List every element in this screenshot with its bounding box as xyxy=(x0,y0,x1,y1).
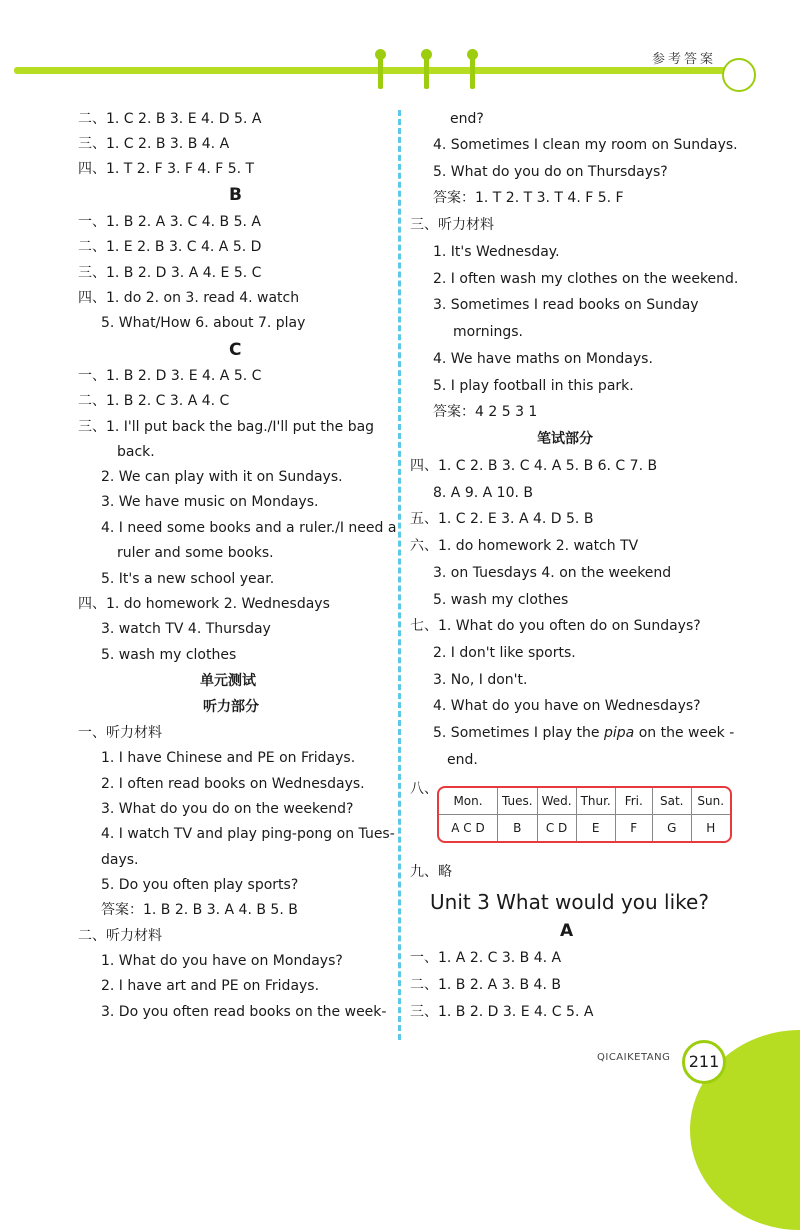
answer-text: on the week - xyxy=(638,725,735,741)
answer-line: 5. What do you do on Thursdays? xyxy=(433,164,668,180)
binder-peg xyxy=(470,55,475,89)
weekday-answer-table xyxy=(437,786,732,843)
mascot-icon xyxy=(722,58,756,92)
section-letter: C xyxy=(229,340,242,360)
answer-line: 七、1. What do you often do on Sundays? xyxy=(410,618,701,634)
header-label: 参考答案 xyxy=(652,52,717,67)
answer-line: 三、1. C 2. B 3. B 4. A xyxy=(78,136,230,152)
answer-line: 8. A 9. A 10. B xyxy=(433,485,533,501)
answer-line: 3. Do you often read books on the week- xyxy=(101,1004,387,1020)
table-header-cell: Fri. xyxy=(616,788,653,815)
section-heading: 单元测试 xyxy=(200,673,256,689)
table-answer-cell: G xyxy=(653,815,692,841)
answer-line: 答案：4 2 5 3 1 xyxy=(433,404,538,420)
table-answer-cell: C D xyxy=(538,815,577,841)
answer-line: 三、1. B 2. D 3. A 4. E 5. C xyxy=(78,265,262,281)
answer-line: 5. I play football in this park. xyxy=(433,378,634,394)
table-header-row xyxy=(439,788,730,815)
answer-line: 4. I need some books and a ruler./I need a xyxy=(101,520,397,536)
answer-line: 2. I have art and PE on Fridays. xyxy=(101,978,320,994)
answer-line: 2. I don't like sports. xyxy=(433,645,576,661)
answer-line: 一、1. A 2. C 3. B 4. A xyxy=(410,950,562,966)
section-subheading: 笔试部分 xyxy=(537,431,593,447)
table-answer-cell: H xyxy=(706,821,716,835)
answer-line: 1. What do you have on Mondays? xyxy=(101,953,343,969)
table-header-cell: Tues. xyxy=(498,788,538,815)
answer-line: end? xyxy=(450,111,484,127)
answer-line: 4. I watch TV and play ping-pong on Tues- xyxy=(101,826,395,842)
page-number: 211 xyxy=(682,1040,726,1084)
answer-line: 3. No, I don't. xyxy=(433,672,528,688)
answer-line: 二、1. E 2. B 3. C 4. A 5. D xyxy=(78,239,262,255)
answer-line: 一、1. B 2. D 3. E 4. A 5. C xyxy=(78,368,262,384)
answer-line: 八、 xyxy=(410,781,438,797)
table-answer-cell: A C D xyxy=(439,815,498,841)
answer-line: 4. What do you have on Wednesdays? xyxy=(433,698,701,714)
answer-line: 5. It's a new school year. xyxy=(101,571,275,587)
table-header-cell: Mon. xyxy=(439,788,498,815)
answer-line: 3. We have music on Mondays. xyxy=(101,494,319,510)
answer-line: 二、1. B 2. A 3. B 4. B xyxy=(410,977,561,993)
answer-line: 五、1. C 2. E 3. A 4. D 5. B xyxy=(410,511,594,527)
answer-line: 六、1. do homework 2. watch TV xyxy=(410,538,639,554)
answer-line: 三、1. B 2. D 3. E 4. C 5. A xyxy=(410,1004,594,1020)
table-answer-cell: F xyxy=(616,815,653,841)
answer-line: 答案：1. T 2. T 3. T 4. F 5. F xyxy=(433,190,624,206)
answer-line: 一、1. B 2. A 3. C 4. B 5. A xyxy=(78,214,261,230)
answer-line: 5. wash my clothes xyxy=(101,647,237,663)
answer-line: 四、1. T 2. F 3. F 4. F 5. T xyxy=(78,161,255,177)
answer-line: 5. What/How 6. about 7. play xyxy=(101,315,306,331)
table-answer-cell: B xyxy=(498,815,538,841)
answer-line: days. xyxy=(101,852,139,868)
answer-line: 二、听力材料 xyxy=(78,928,162,944)
answer-line: 四、1. do homework 2. Wednesdays xyxy=(78,596,330,612)
answer-line: 3. What do you do on the weekend? xyxy=(101,801,354,817)
table-answer-row xyxy=(439,815,730,841)
table-header-cell: Thur. xyxy=(577,788,616,815)
binder-peg xyxy=(378,55,383,89)
footer-brand: QICAIKETANG xyxy=(597,1052,671,1063)
table-answer-cell: E xyxy=(577,815,616,841)
section-letter: A xyxy=(560,921,574,941)
answer-line xyxy=(433,724,734,742)
answer-line: 4. We have maths on Mondays. xyxy=(433,351,653,367)
answer-line: 4. Sometimes I clean my room on Sundays. xyxy=(433,137,738,153)
table-header-cell: Wed. xyxy=(538,788,577,815)
answer-text: 5. Sometimes I play the xyxy=(433,725,600,741)
answer-line: 三、听力材料 xyxy=(410,217,494,233)
answer-line: back. xyxy=(117,444,155,460)
answer-line: 四、1. do 2. on 3. read 4. watch xyxy=(78,290,300,306)
section-letter: B xyxy=(229,185,242,205)
answer-line: 三、1. I'll put back the bag./I'll put the bag xyxy=(78,419,375,435)
table-header-cell: Sat. xyxy=(653,788,692,815)
answer-line: 九、略 xyxy=(410,864,452,880)
answer-line: 1. It's Wednesday. xyxy=(433,244,560,260)
answer-italic-word: pipa xyxy=(603,725,635,741)
section-subheading: 听力部分 xyxy=(203,699,259,715)
binder-peg xyxy=(424,55,429,89)
answer-line: 3. on Tuesdays 4. on the weekend xyxy=(433,565,672,581)
answer-line: 2. I often read books on Wednesdays. xyxy=(101,776,365,792)
answer-line: 5. Do you often play sports? xyxy=(101,877,299,893)
answer-line: ruler and some books. xyxy=(117,545,274,561)
answer-line: 3. watch TV 4. Thursday xyxy=(101,621,271,637)
table-header-cell: Sun. xyxy=(692,788,730,815)
column-divider xyxy=(398,110,401,1040)
answer-line: 3. Sometimes I read books on Sunday xyxy=(433,297,699,313)
answer-line: 二、1. C 2. B 3. E 4. D 5. A xyxy=(78,111,262,127)
answer-line: 一、听力材料 xyxy=(78,725,162,741)
answer-line: 2. I often wash my clothes on the weekend. xyxy=(433,271,739,287)
answer-line: mornings. xyxy=(453,324,523,340)
answer-line: 2. We can play with it on Sundays. xyxy=(101,469,343,485)
answer-line: 二、1. B 2. C 3. A 4. C xyxy=(78,393,230,409)
answer-line: 答案：1. B 2. B 3. A 4. B 5. B xyxy=(101,902,298,918)
answer-line: end. xyxy=(447,752,478,768)
unit-title: Unit 3 What would you like? xyxy=(430,890,709,914)
answer-line: 5. wash my clothes xyxy=(433,592,569,608)
answer-line: 四、1. C 2. B 3. C 4. A 5. B 6. C 7. B xyxy=(410,458,658,474)
answer-line: 1. I have Chinese and PE on Fridays. xyxy=(101,750,356,766)
